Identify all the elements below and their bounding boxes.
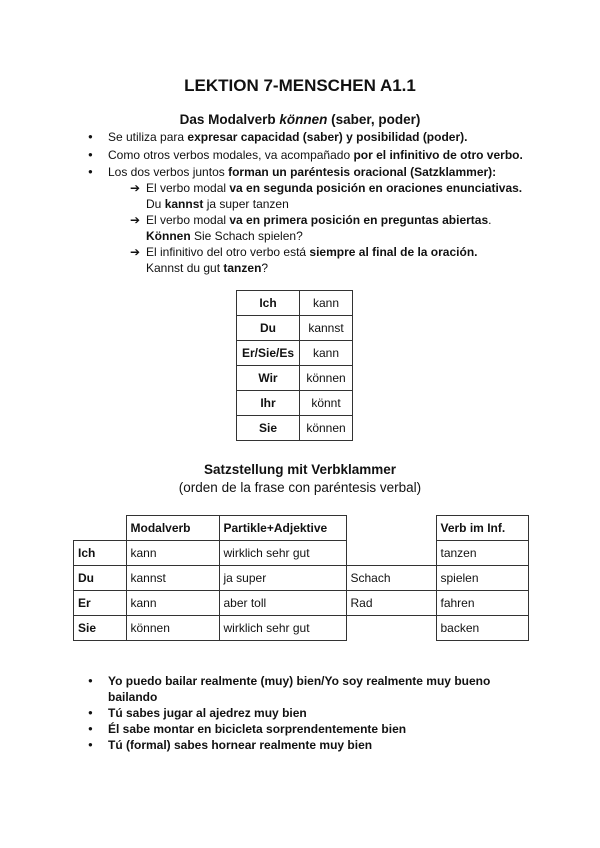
table-row: Du kannst (237, 316, 353, 341)
translation-item: ● Él sabe montar en bicicleta sorprendentemente bien (108, 722, 406, 736)
table-header-row: Modalverb Partikle+Adjektive Verb im Inf. (74, 516, 529, 541)
table-row: Du kannst ja super Schach spielen (74, 566, 529, 591)
bullet-item: ● Se utiliza para expresar capacidad (saber) y posibilidad (poder). (108, 130, 467, 144)
bullet-item: ● Como otros verbos modales, va acompañado por el infinitivo de otro verbo. (108, 148, 523, 162)
translation-item: ● Tú (formal) sabes hornear realmente muy bien (108, 738, 372, 752)
table-row: Sie können (237, 416, 353, 441)
conjugation-table (236, 290, 353, 441)
table-row: Wir können (237, 366, 353, 391)
table-row: Ich kann (237, 291, 353, 316)
arrow-item: ➔ El verbo modal va en segunda posición en oraciones enunciativas. (146, 181, 522, 195)
document-title: LEKTION 7-MENSCHEN A1.1 (184, 76, 416, 95)
translation-item: ● Yo puedo bailar realmente (muy) bien/Yo soy realmente muy bueno (108, 674, 490, 688)
table-row: Ihr könnt (237, 391, 353, 416)
sentence-structure-table (73, 515, 529, 641)
arrow-item: ➔ El infinitivo del otro verbo está siempre al final de la oración. (146, 245, 477, 259)
table-row: Ich kann wirklich sehr gut tanzen (74, 541, 529, 566)
table-row: Er kann aber toll Rad fahren (74, 591, 529, 616)
bullet-item: ● Los dos verbos juntos forman un paréntesis oracional (Satzklammer): (108, 165, 496, 179)
table-row: Sie können wirklich sehr gut backen (74, 616, 529, 641)
example-sentence: Du kannst ja super tanzen (146, 197, 289, 211)
section-heading-modalverb: Das Modalverb können (saber, poder) (179, 112, 421, 127)
example-sentence: Kannst du gut tanzen? (146, 261, 269, 275)
section-subheading: (orden de la frase con paréntesis verbal) (178, 480, 422, 495)
translation-item: ● Tú sabes jugar al ajedrez muy bien (108, 706, 307, 720)
example-sentence: Können Sie Schach spielen? (146, 229, 303, 243)
translation-item-continued: bailando (108, 690, 158, 704)
section-heading-satzstellung: Satzstellung mit Verbklammer (203, 462, 397, 477)
arrow-item: ➔ El verbo modal va en primera posición en preguntas abiertas. (146, 213, 491, 227)
table-row: Er/Sie/Es kann (237, 341, 353, 366)
